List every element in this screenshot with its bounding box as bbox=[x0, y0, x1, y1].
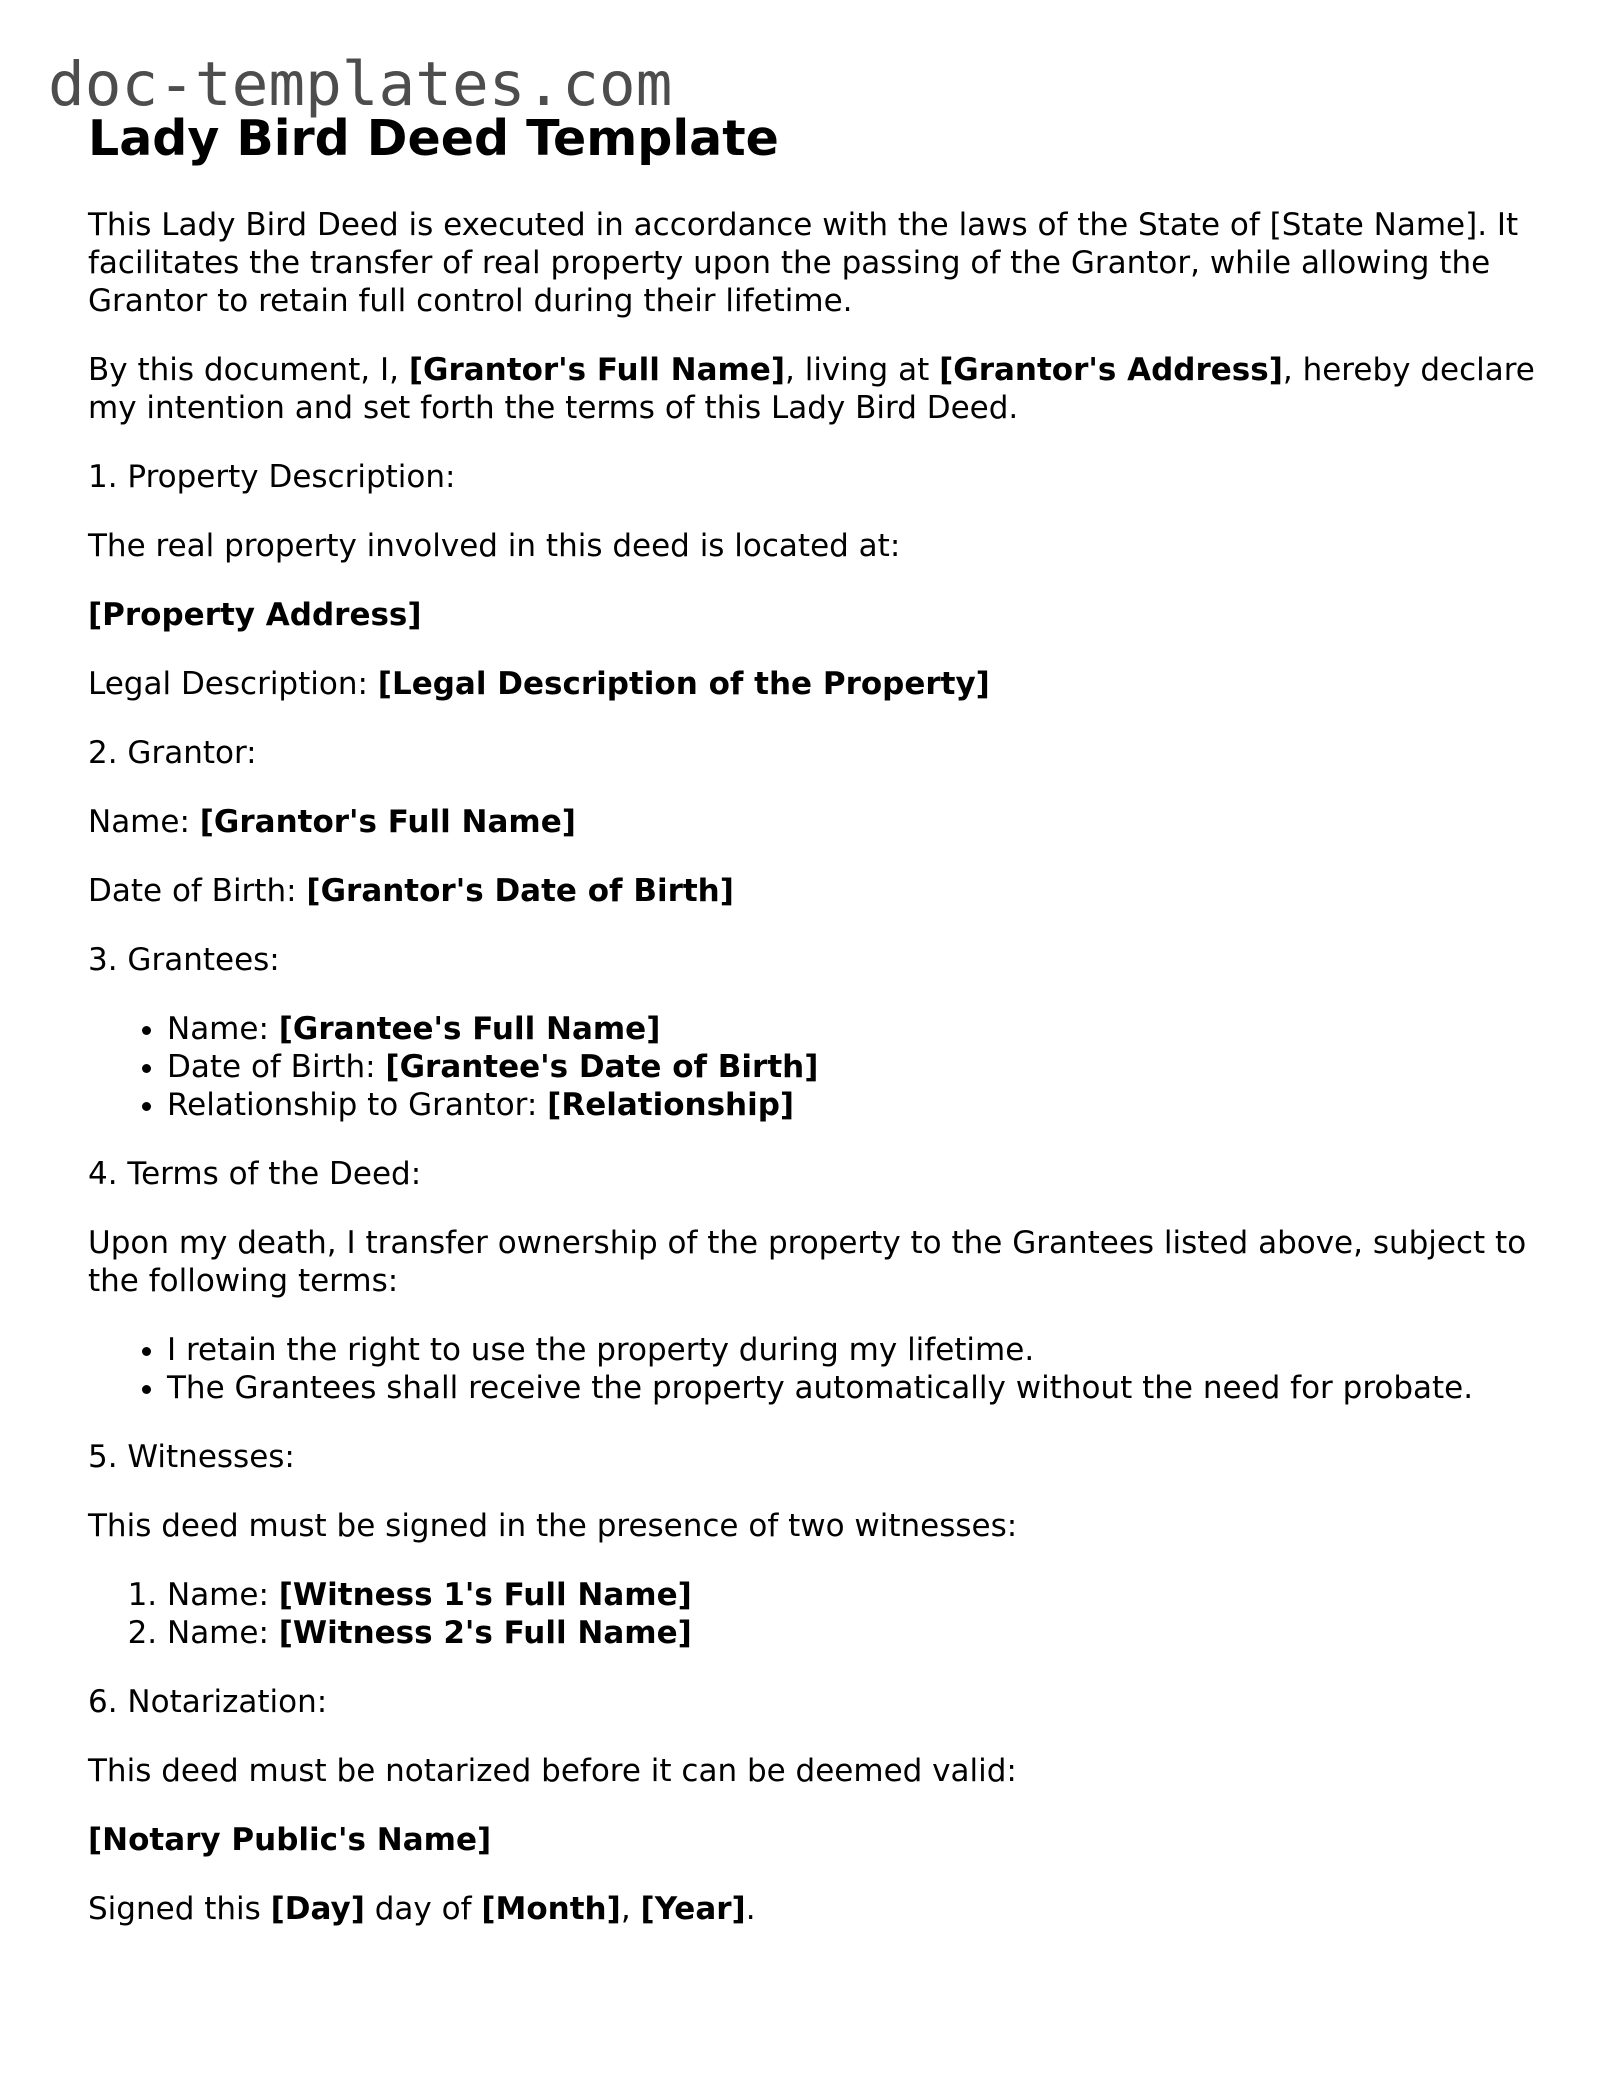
list-item: • Date of Birth: [Grantee's Date of Birth] bbox=[167, 1048, 1538, 1086]
document-body bbox=[88, 108, 1538, 1959]
signed-line: Signed this [Day] day of [Month], [Year]. bbox=[88, 1891, 756, 1927]
section-heading-grantor: 2. Grantor: bbox=[88, 735, 257, 771]
grantor-name-value: [Grantor's Full Name] bbox=[199, 804, 576, 840]
day-placeholder: [Day] bbox=[270, 1891, 365, 1927]
intro-paragraph: This Lady Bird Deed is executed in accordance with the laws of the State of [State Name]. It facilitates the transfer of real property upon the passing of the Grantor, while allowing the Grantor to retain full control during their lifetime. bbox=[88, 207, 1519, 319]
notary-name-placeholder: [Notary Public's Name] bbox=[88, 1822, 492, 1858]
watermark: doc-templates.com bbox=[48, 49, 673, 120]
list-item: • Name: [Grantee's Full Name] bbox=[167, 1010, 1538, 1048]
section-heading-notarization: 6. Notarization: bbox=[88, 1684, 328, 1720]
document-title: Lady Bird Deed Template bbox=[88, 110, 779, 167]
legal-description-placeholder: [Legal Description of the Property] bbox=[377, 666, 990, 702]
list-item: • Relationship to Grantor: [Relationship] bbox=[167, 1086, 1538, 1124]
grantor-name-placeholder: [Grantor's Full Name] bbox=[408, 352, 785, 388]
grantees-list bbox=[88, 1010, 1538, 1124]
grantor-dob-value: [Grantor's Date of Birth] bbox=[306, 873, 734, 909]
section-heading-witnesses: 5. Witnesses: bbox=[88, 1439, 295, 1475]
terms-list bbox=[88, 1331, 1538, 1407]
grantor-name-line: Name: [Grantor's Full Name] bbox=[88, 804, 576, 840]
month-placeholder: [Month] bbox=[481, 1891, 621, 1927]
declaration-paragraph: By this document, I, [Grantor's Full Name], living at [Grantor's Address], hereby declare my intention and set forth the terms of this Lady Bird Deed. bbox=[88, 352, 1535, 426]
list-item: • I retain the right to use the property during my lifetime. bbox=[167, 1331, 1538, 1369]
witnesses-list bbox=[88, 1576, 1538, 1652]
section-heading-property: 1. Property Description: bbox=[88, 459, 456, 495]
list-item: • The Grantees shall receive the property automatically without the need for probate. bbox=[167, 1369, 1538, 1407]
grantor-address-placeholder: [Grantor's Address] bbox=[939, 352, 1283, 388]
year-placeholder: [Year] bbox=[640, 1891, 746, 1927]
witnesses-paragraph: This deed must be signed in the presence of two witnesses: bbox=[88, 1508, 1018, 1544]
list-item: 1. Name: [Witness 1's Full Name] bbox=[167, 1576, 1538, 1614]
section-heading-terms: 4. Terms of the Deed: bbox=[88, 1156, 422, 1192]
property-location-text: The real property involved in this deed is located at: bbox=[88, 528, 901, 564]
terms-paragraph: Upon my death, I transfer ownership of the property to the Grantees listed above, subject to the following terms: bbox=[88, 1225, 1527, 1299]
legal-description-line: Legal Description: [Legal Description of the Property] bbox=[88, 666, 990, 702]
notarization-paragraph: This deed must be notarized before it can be deemed valid: bbox=[88, 1753, 1017, 1789]
list-item: 2. Name: [Witness 2's Full Name] bbox=[167, 1614, 1538, 1652]
property-address-placeholder: [Property Address] bbox=[88, 597, 422, 633]
section-heading-grantees: 3. Grantees: bbox=[88, 942, 280, 978]
grantor-dob-line: Date of Birth: [Grantor's Date of Birth] bbox=[88, 873, 734, 909]
